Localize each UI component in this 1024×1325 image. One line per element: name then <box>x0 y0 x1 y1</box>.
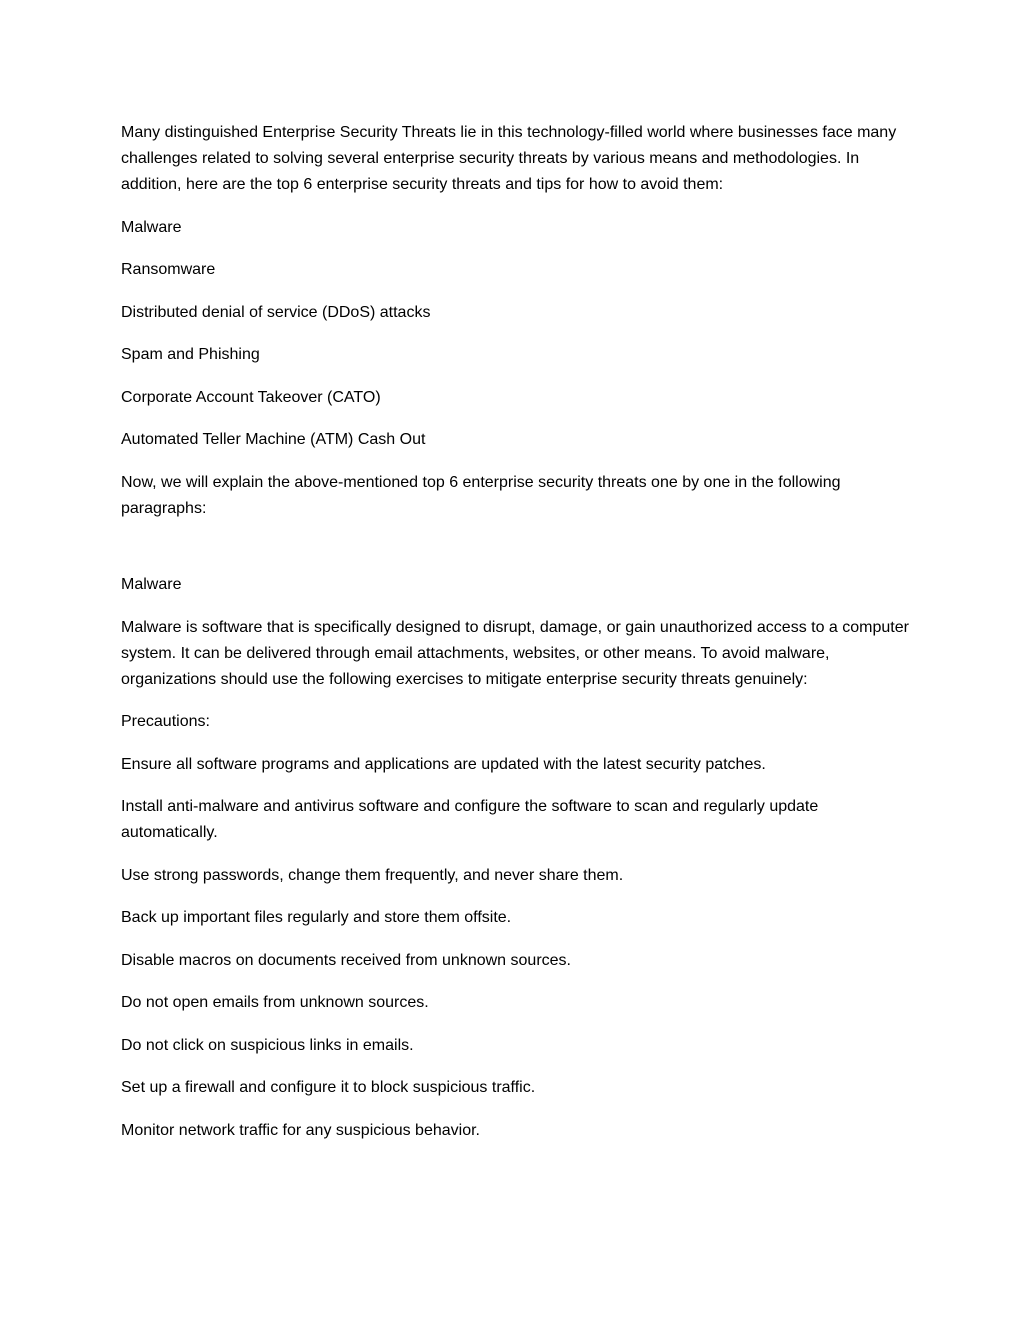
threat-list-item: Distributed denial of service (DDoS) attacks <box>121 303 431 321</box>
transition-paragraph: Now, we will explain the above-mentioned top 6 enterprise security threats one by one in the following paragraphs: <box>121 473 841 517</box>
threat-list-item: Spam and Phishing <box>121 346 260 363</box>
precaution-item: Ensure all software programs and applications are updated with the latest security patches. <box>121 755 766 773</box>
document-content <box>121 120 911 1160</box>
section-spacer <box>121 538 911 572</box>
precaution-item: Back up important files regularly and store them offsite. <box>121 909 512 926</box>
threat-list-item: Malware <box>121 218 182 236</box>
precaution-item: Do not open emails from unknown sources. <box>121 994 429 1011</box>
precautions-label: Precautions: <box>121 713 210 730</box>
threat-list-item: Ransomware <box>121 261 216 278</box>
precaution-item: Use strong passwords, change them frequently, and never share them. <box>121 866 624 884</box>
malware-body-paragraph: Malware is software that is specifically designed to disrupt, damage, or gain unauthorized access to a computer system. It can be delivered through email attachments, websites, or other means. To avoid malware, organizations should use the following exercises to mitigate enterprise security threats genuinely: <box>121 618 909 688</box>
malware-heading: Malware <box>121 576 182 593</box>
precaution-item: Do not click on suspicious links in emails. <box>121 1036 414 1054</box>
precaution-item: Set up a firewall and configure it to block suspicious traffic. <box>121 1079 536 1096</box>
intro-paragraph: Many distinguished Enterprise Security Threats lie in this technology-filled world where businesses face many challenges related to solving several enterprise security threats by various means and methodologies. In addition, here are the top 6 enterprise security threats and tips for how to avoid them: <box>121 124 897 193</box>
precaution-item: Monitor network traffic for any suspicious behavior. <box>121 1121 480 1139</box>
threat-list-item: Automated Teller Machine (ATM) Cash Out <box>121 431 426 448</box>
precaution-item: Disable macros on documents received from unknown sources. <box>121 951 571 969</box>
precaution-item: Install anti-malware and antivirus software and configure the software to scan and regularly update automatically. <box>121 798 819 841</box>
threat-list-item: Corporate Account Takeover (CATO) <box>121 388 381 406</box>
